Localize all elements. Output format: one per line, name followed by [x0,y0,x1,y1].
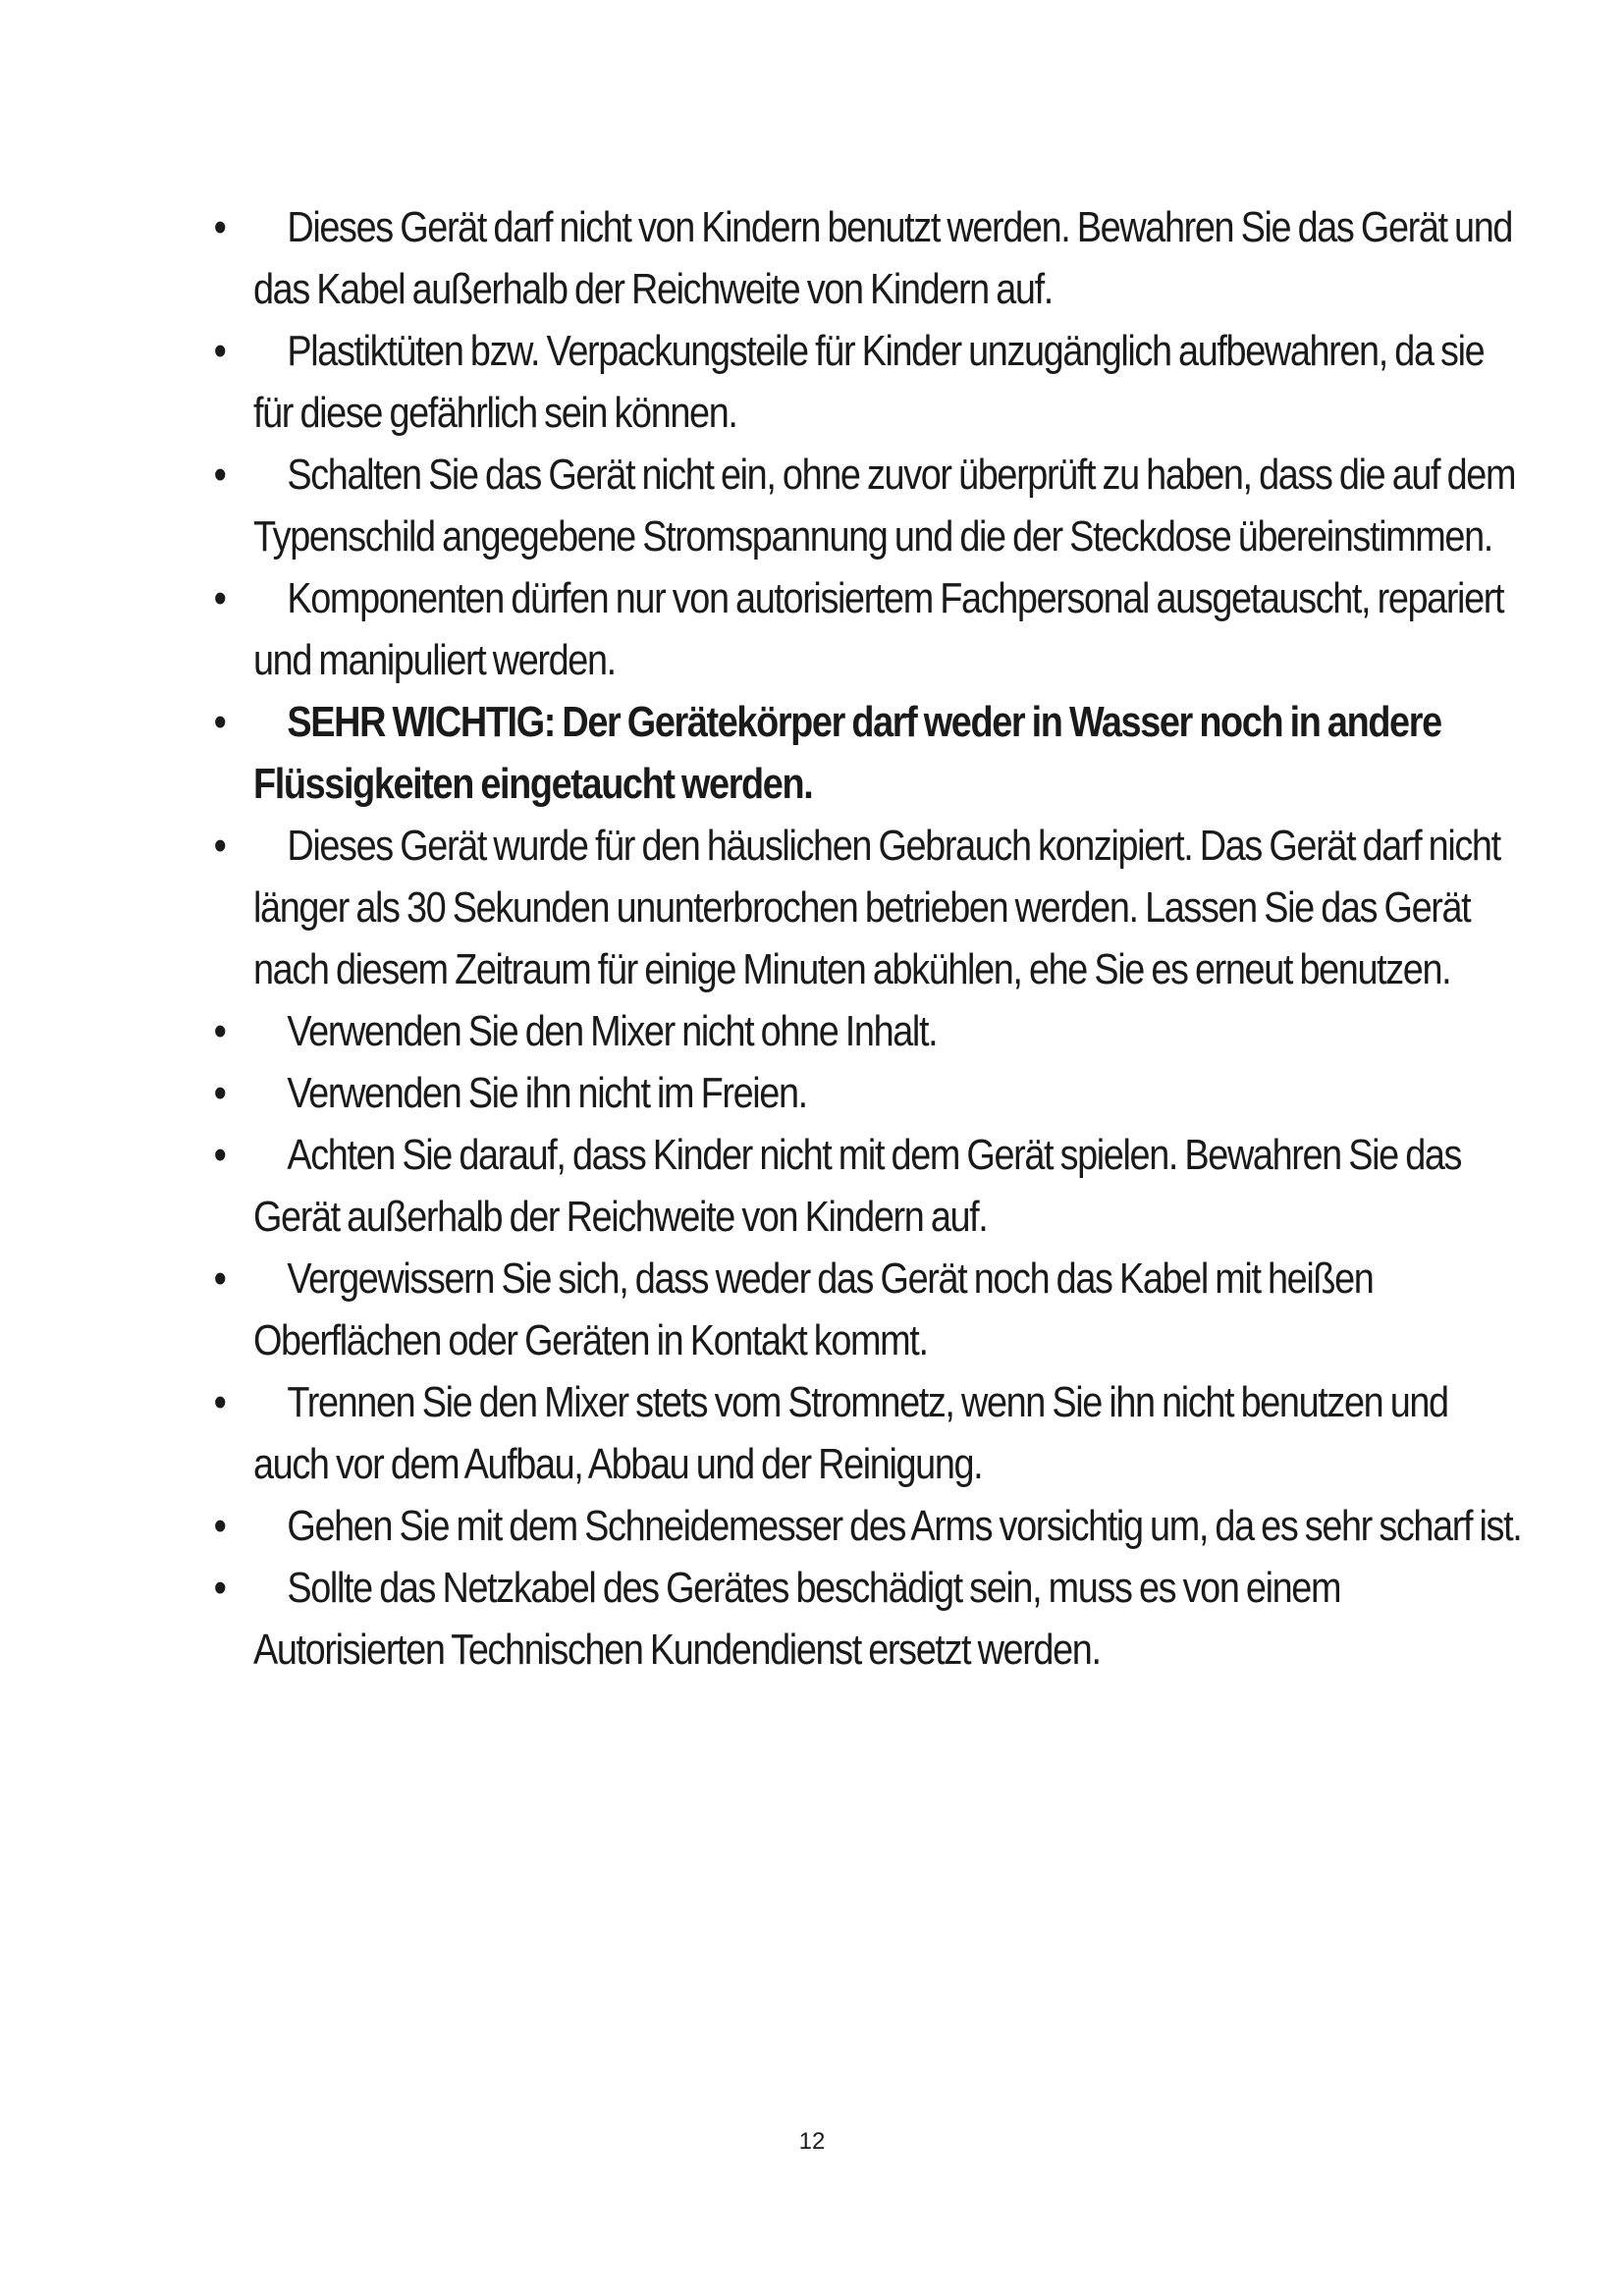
bullet-icon: • [213,698,226,746]
instruction-text: Verwenden Sie den Mixer nicht ohne Inhalt. [287,1007,938,1055]
list-item [213,1248,1530,1371]
bullet-icon: • [213,1007,226,1055]
bullet-icon: • [213,574,226,622]
instruction-text: Dieses Gerät wurde für den häuslichen Gebrauch konzipiert. Das Gerät darf nicht länger als 30 Sekunden ununterbrochen betrieben werden. Lassen Sie das Gerät nach diesem Zeitraum für einige Minuten abkühlen, ehe Sie es erneut benutzen. [253,822,1500,993]
list-item [213,1371,1530,1495]
bullet-icon: • [213,822,226,870]
list-item [213,1000,1530,1062]
instruction-text: Achten Sie darauf, dass Kinder nicht mit dem Gerät spielen. Bewahren Sie das Gerät außerhalb der Reichweite von Kindern auf. [253,1131,1462,1241]
instruction-text: Gehen Sie mit dem Schneidemesser des Arms vorsichtig um, da es sehr scharf ist. [287,1502,1522,1550]
list-item [213,444,1530,567]
list-item [213,1124,1530,1248]
list-item [213,1495,1530,1557]
instruction-text: Verwenden Sie ihn nicht im Freien. [287,1069,807,1117]
bullet-icon: • [213,327,226,375]
instruction-text: Trennen Sie den Mixer stets vom Stromnetz, wenn Sie ihn nicht benutzen und auch vor dem Aufbau, Abbau und der Reinigung. [253,1378,1448,1488]
instruction-text: Schalten Sie das Gerät nicht ein, ohne zuvor überprüft zu haben, dass die auf dem Typenschild angegebene Stromspannung und die der Steckdose übereinstimmen. [253,451,1516,561]
safety-instructions-list [213,196,1530,1681]
instruction-text: Vergewissern Sie sich, dass weder das Gerät noch das Kabel mit heißen Oberflächen oder Geräten in Kontakt kommt. [253,1255,1374,1364]
page-number: 12 [798,2128,826,2155]
instruction-text: Plastiktüten bzw. Verpackungsteile für Kinder unzugänglich aufbewahren, da sie für diese gefährlich sein können. [253,327,1485,437]
instruction-text: Dieses Gerät darf nicht von Kindern benutzt werden. Bewahren Sie das Gerät und das Kabel außerhalb der Reichweite von Kindern auf. [253,203,1513,313]
bullet-icon: • [213,1255,226,1303]
bullet-icon: • [213,1131,226,1179]
list-item [213,1062,1530,1124]
list-item [213,815,1530,1000]
bullet-icon: • [213,1564,226,1612]
list-item [213,196,1530,320]
bullet-icon: • [213,1502,226,1550]
instruction-text: Komponenten dürfen nur von autorisiertem Fachpersonal ausgetauscht, repariert und manipuliert werden. [253,574,1504,684]
warning-text: SEHR WICHTIG: Der Gerätekörper darf weder in Wasser noch in andere Flüssigkeiten eingetaucht werden. [253,698,1441,808]
list-item [213,320,1530,444]
list-item-warning [213,691,1530,815]
list-item [213,1557,1530,1681]
bullet-icon: • [213,451,226,499]
bullet-icon: • [213,1378,226,1426]
bullet-icon: • [213,203,226,251]
bullet-icon: • [213,1069,226,1117]
list-item [213,567,1530,691]
instruction-text: Sollte das Netzkabel des Gerätes beschädigt sein, muss es von einem Autorisierten Technischen Kundendienst ersetzt werden. [253,1564,1341,1674]
